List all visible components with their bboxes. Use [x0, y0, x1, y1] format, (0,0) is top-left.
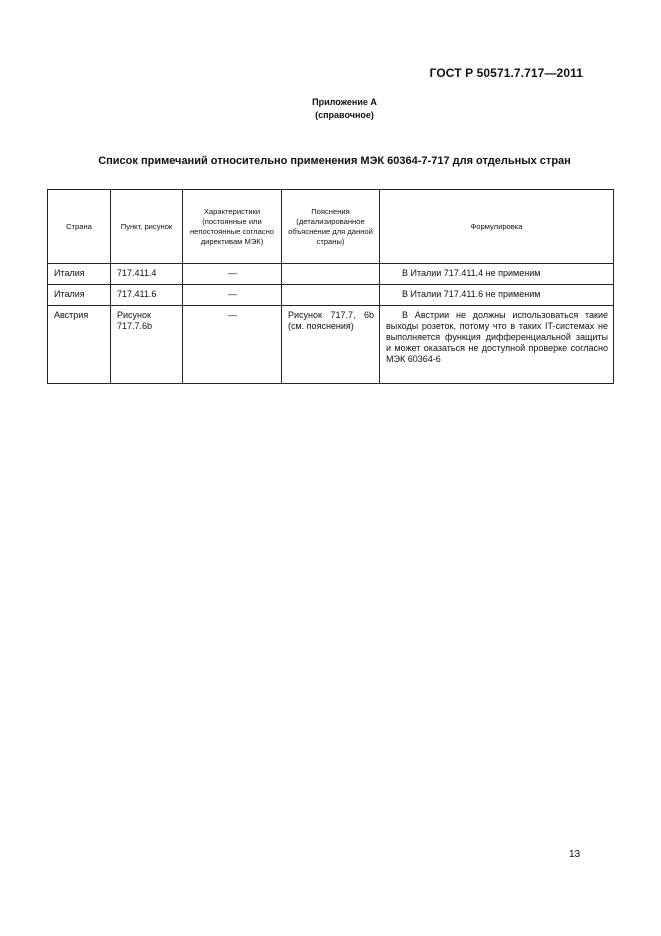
cell-wording: В Италии 717.411.6 не применим	[380, 285, 614, 306]
header-clause: Пункт, рисунок	[111, 190, 183, 264]
table-row	[48, 285, 614, 306]
header-explanations: Пояснения (детализированное объяснение для данной страны)	[282, 190, 380, 264]
cell-clause: 717.411.6	[111, 285, 183, 306]
annex-title: Приложение А	[312, 97, 377, 107]
cell-wording: В Австрии не должны использоваться такие выходы розеток, потому что в таких IT-системах не выполняется функция дифференциальной защиты и может оказаться не доступной проверке согласно МЭК 60364-6	[380, 306, 614, 384]
header-wording: Формулировка	[380, 190, 614, 264]
table-header-row	[48, 190, 614, 264]
header-country: Страна	[48, 190, 111, 264]
cell-explanations	[282, 285, 380, 306]
document-title: Список примечаний относительно применения МЭК 60364-7-717 для отдельных стран	[98, 155, 571, 167]
cell-wording: В Италии 717.411.4 не применим	[380, 264, 614, 285]
annex-subtitle: (справочное)	[315, 110, 374, 120]
page-number: 13	[569, 849, 581, 860]
cell-country: Италия	[48, 264, 111, 285]
standard-code: ГОСТ Р 50571.7.717—2011	[429, 66, 583, 80]
cell-country: Австрия	[48, 306, 111, 384]
header-characteristics: Характеристики (постоянные или непостоянные согласно директивам МЭК)	[183, 190, 282, 264]
table-row	[48, 264, 614, 285]
cell-country: Италия	[48, 285, 111, 306]
cell-characteristics: —	[183, 285, 282, 306]
annex-heading	[0, 96, 661, 122]
country-notes-table	[47, 189, 614, 384]
cell-explanations	[282, 264, 380, 285]
cell-characteristics: —	[183, 306, 282, 384]
cell-clause: Рисунок 717.7.6b	[111, 306, 183, 384]
table-row	[48, 306, 614, 384]
cell-clause: 717.411.4	[111, 264, 183, 285]
cell-explanations: Рисунок 717.7, 6b (см. пояснения)	[282, 306, 380, 384]
cell-characteristics: —	[183, 264, 282, 285]
